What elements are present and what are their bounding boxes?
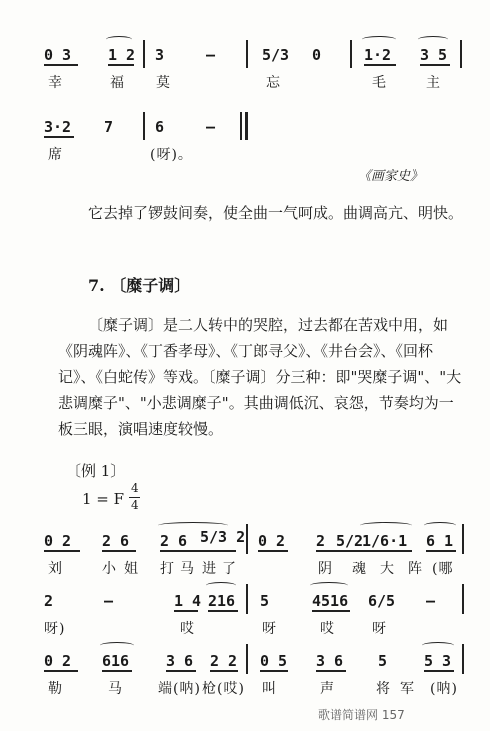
note: 216 <box>208 592 236 610</box>
note: 7 <box>104 118 114 136</box>
lyric: 呀 <box>372 621 387 637</box>
example-label: 〔例 1〕 <box>66 462 126 480</box>
barline <box>462 524 464 554</box>
underline <box>44 550 80 552</box>
slur <box>422 642 454 649</box>
note: 1 4 <box>174 592 202 610</box>
source-citation: 《画家史》 <box>358 169 424 184</box>
underline <box>316 670 346 672</box>
lyric: 哎 <box>180 621 195 637</box>
underline <box>316 550 412 552</box>
note: 5 3 <box>424 652 452 670</box>
lyric: (哪 <box>432 561 454 577</box>
underline <box>166 670 196 672</box>
note: 6/5 <box>368 592 396 610</box>
section-heading: 7. 〔糜子调〕 <box>88 276 191 295</box>
lyric: 进 <box>202 561 217 577</box>
note: 3 <box>155 46 165 64</box>
slur <box>424 522 456 529</box>
underline <box>102 550 136 552</box>
underline <box>160 550 236 552</box>
note: 2 6 <box>160 532 188 550</box>
lyric: 声 <box>320 681 335 697</box>
underline <box>174 610 198 612</box>
lyric: 主 <box>426 75 441 91</box>
lyric: 幸 <box>48 75 63 91</box>
underline <box>420 64 450 66</box>
note: 0 <box>312 46 322 64</box>
barline <box>462 584 464 614</box>
barline <box>143 112 145 140</box>
lyric: 席 <box>48 147 63 163</box>
slur <box>100 642 134 649</box>
barline <box>246 644 248 674</box>
underline <box>364 64 396 66</box>
lyric: 大 <box>380 561 395 577</box>
barline <box>240 112 242 140</box>
slur <box>106 36 132 43</box>
time-denominator: 4 <box>131 498 139 512</box>
lyric: 刘 <box>48 561 63 577</box>
key-prefix: 1 = F <box>82 490 125 508</box>
note: 0 5 <box>260 652 288 670</box>
lyric: 小 <box>102 561 117 577</box>
note: — <box>206 46 216 64</box>
underline <box>260 670 288 672</box>
note: 5 <box>260 592 270 610</box>
underline <box>108 64 134 66</box>
lyric: 将 <box>376 681 391 697</box>
note: 0 2 <box>258 532 286 550</box>
barline <box>246 40 248 68</box>
barline <box>350 40 352 68</box>
note: 2 <box>44 592 54 610</box>
lyric: 呀 <box>262 621 277 637</box>
note: 4516 <box>312 592 349 610</box>
underline <box>210 670 238 672</box>
note: 0 3 <box>44 46 72 64</box>
lyric: 福 <box>110 75 125 91</box>
lyric: 枪(哎) <box>202 681 245 697</box>
paragraph-1: 它去掉了锣鼓间奏，使全曲一气呵成。曲调高亢、明快。 <box>88 204 464 222</box>
note: 5 <box>378 652 388 670</box>
note: 5/3 2 <box>200 528 246 546</box>
slur <box>418 36 448 43</box>
lyric: 呀) <box>44 621 66 637</box>
lyric: 姐 <box>124 561 139 577</box>
lyric: 军 <box>400 681 415 697</box>
lyric: 阵 <box>408 561 423 577</box>
underline <box>208 610 238 612</box>
lyric: 阴 <box>318 561 333 577</box>
note: 3 5 <box>420 46 448 64</box>
underline <box>44 64 78 66</box>
barline <box>143 40 145 68</box>
underline <box>44 136 74 138</box>
note: 0 2 <box>44 532 72 550</box>
lyric: (呀)。 <box>150 147 193 163</box>
barline <box>246 524 248 554</box>
note: 3 6 <box>166 652 194 670</box>
barline <box>460 40 462 68</box>
note: 3·2 <box>44 118 72 136</box>
lyric: 马 <box>180 561 195 577</box>
slur <box>206 582 236 589</box>
lyric: 马 <box>108 681 123 697</box>
note: 1·2 <box>364 46 392 64</box>
lyric: 哎 <box>320 621 335 637</box>
lyric: 莫 <box>156 75 171 91</box>
slur <box>310 582 348 589</box>
note: 3 6 <box>316 652 344 670</box>
lyric: 魂 <box>352 561 367 577</box>
lyric: 忘 <box>266 75 281 91</box>
lyric: (呐) <box>430 681 458 697</box>
note: 1/6·1 <box>362 532 408 550</box>
lyric: 端(呐) <box>158 681 201 697</box>
underline <box>44 670 78 672</box>
note: 6 1 <box>426 532 454 550</box>
note: 5/3 <box>262 46 290 64</box>
slur <box>158 522 228 529</box>
note: 2 <box>316 532 326 550</box>
underline <box>424 670 454 672</box>
note: — <box>104 592 114 610</box>
lyric: 勒 <box>48 681 63 697</box>
paragraph-2: 〔糜子调〕是二人转中的哭腔，过去都在苦戏中用，如《阴魂阵》、《丁香孝母》、《丁郎寻父》、《井台会》、《回杯记》、《白蛇传》等戏。〔糜子调〕分三种：即"哭糜子调"、"大悲调糜子"、"小悲调糜子"。其曲调低沉、哀怨，节奏均为一板三眼，演唱速度较慢。 <box>58 316 462 438</box>
time-numerator: 4 <box>131 481 139 495</box>
underline <box>102 670 132 672</box>
note: — <box>206 118 216 136</box>
note: 2 6 <box>102 532 130 550</box>
underline <box>258 550 288 552</box>
underline <box>312 610 350 612</box>
note: — <box>426 592 436 610</box>
lyric: 叫 <box>262 681 277 697</box>
barline <box>462 644 464 674</box>
note: 5/2 <box>336 532 364 550</box>
note: 1 2 <box>108 46 136 64</box>
final-barline <box>245 112 248 140</box>
lyric: 了 <box>222 561 237 577</box>
lyric: 毛 <box>372 75 387 91</box>
barline <box>246 584 248 614</box>
note: 2 2 <box>210 652 238 670</box>
underline <box>426 550 456 552</box>
lyric: 打 <box>160 561 175 577</box>
slur <box>362 36 396 43</box>
note: 616 <box>102 652 130 670</box>
watermark-footer: 歌谱简谱网 157 <box>318 708 405 722</box>
slur <box>360 522 412 529</box>
note: 6 <box>155 118 165 136</box>
note: 0 2 <box>44 652 72 670</box>
